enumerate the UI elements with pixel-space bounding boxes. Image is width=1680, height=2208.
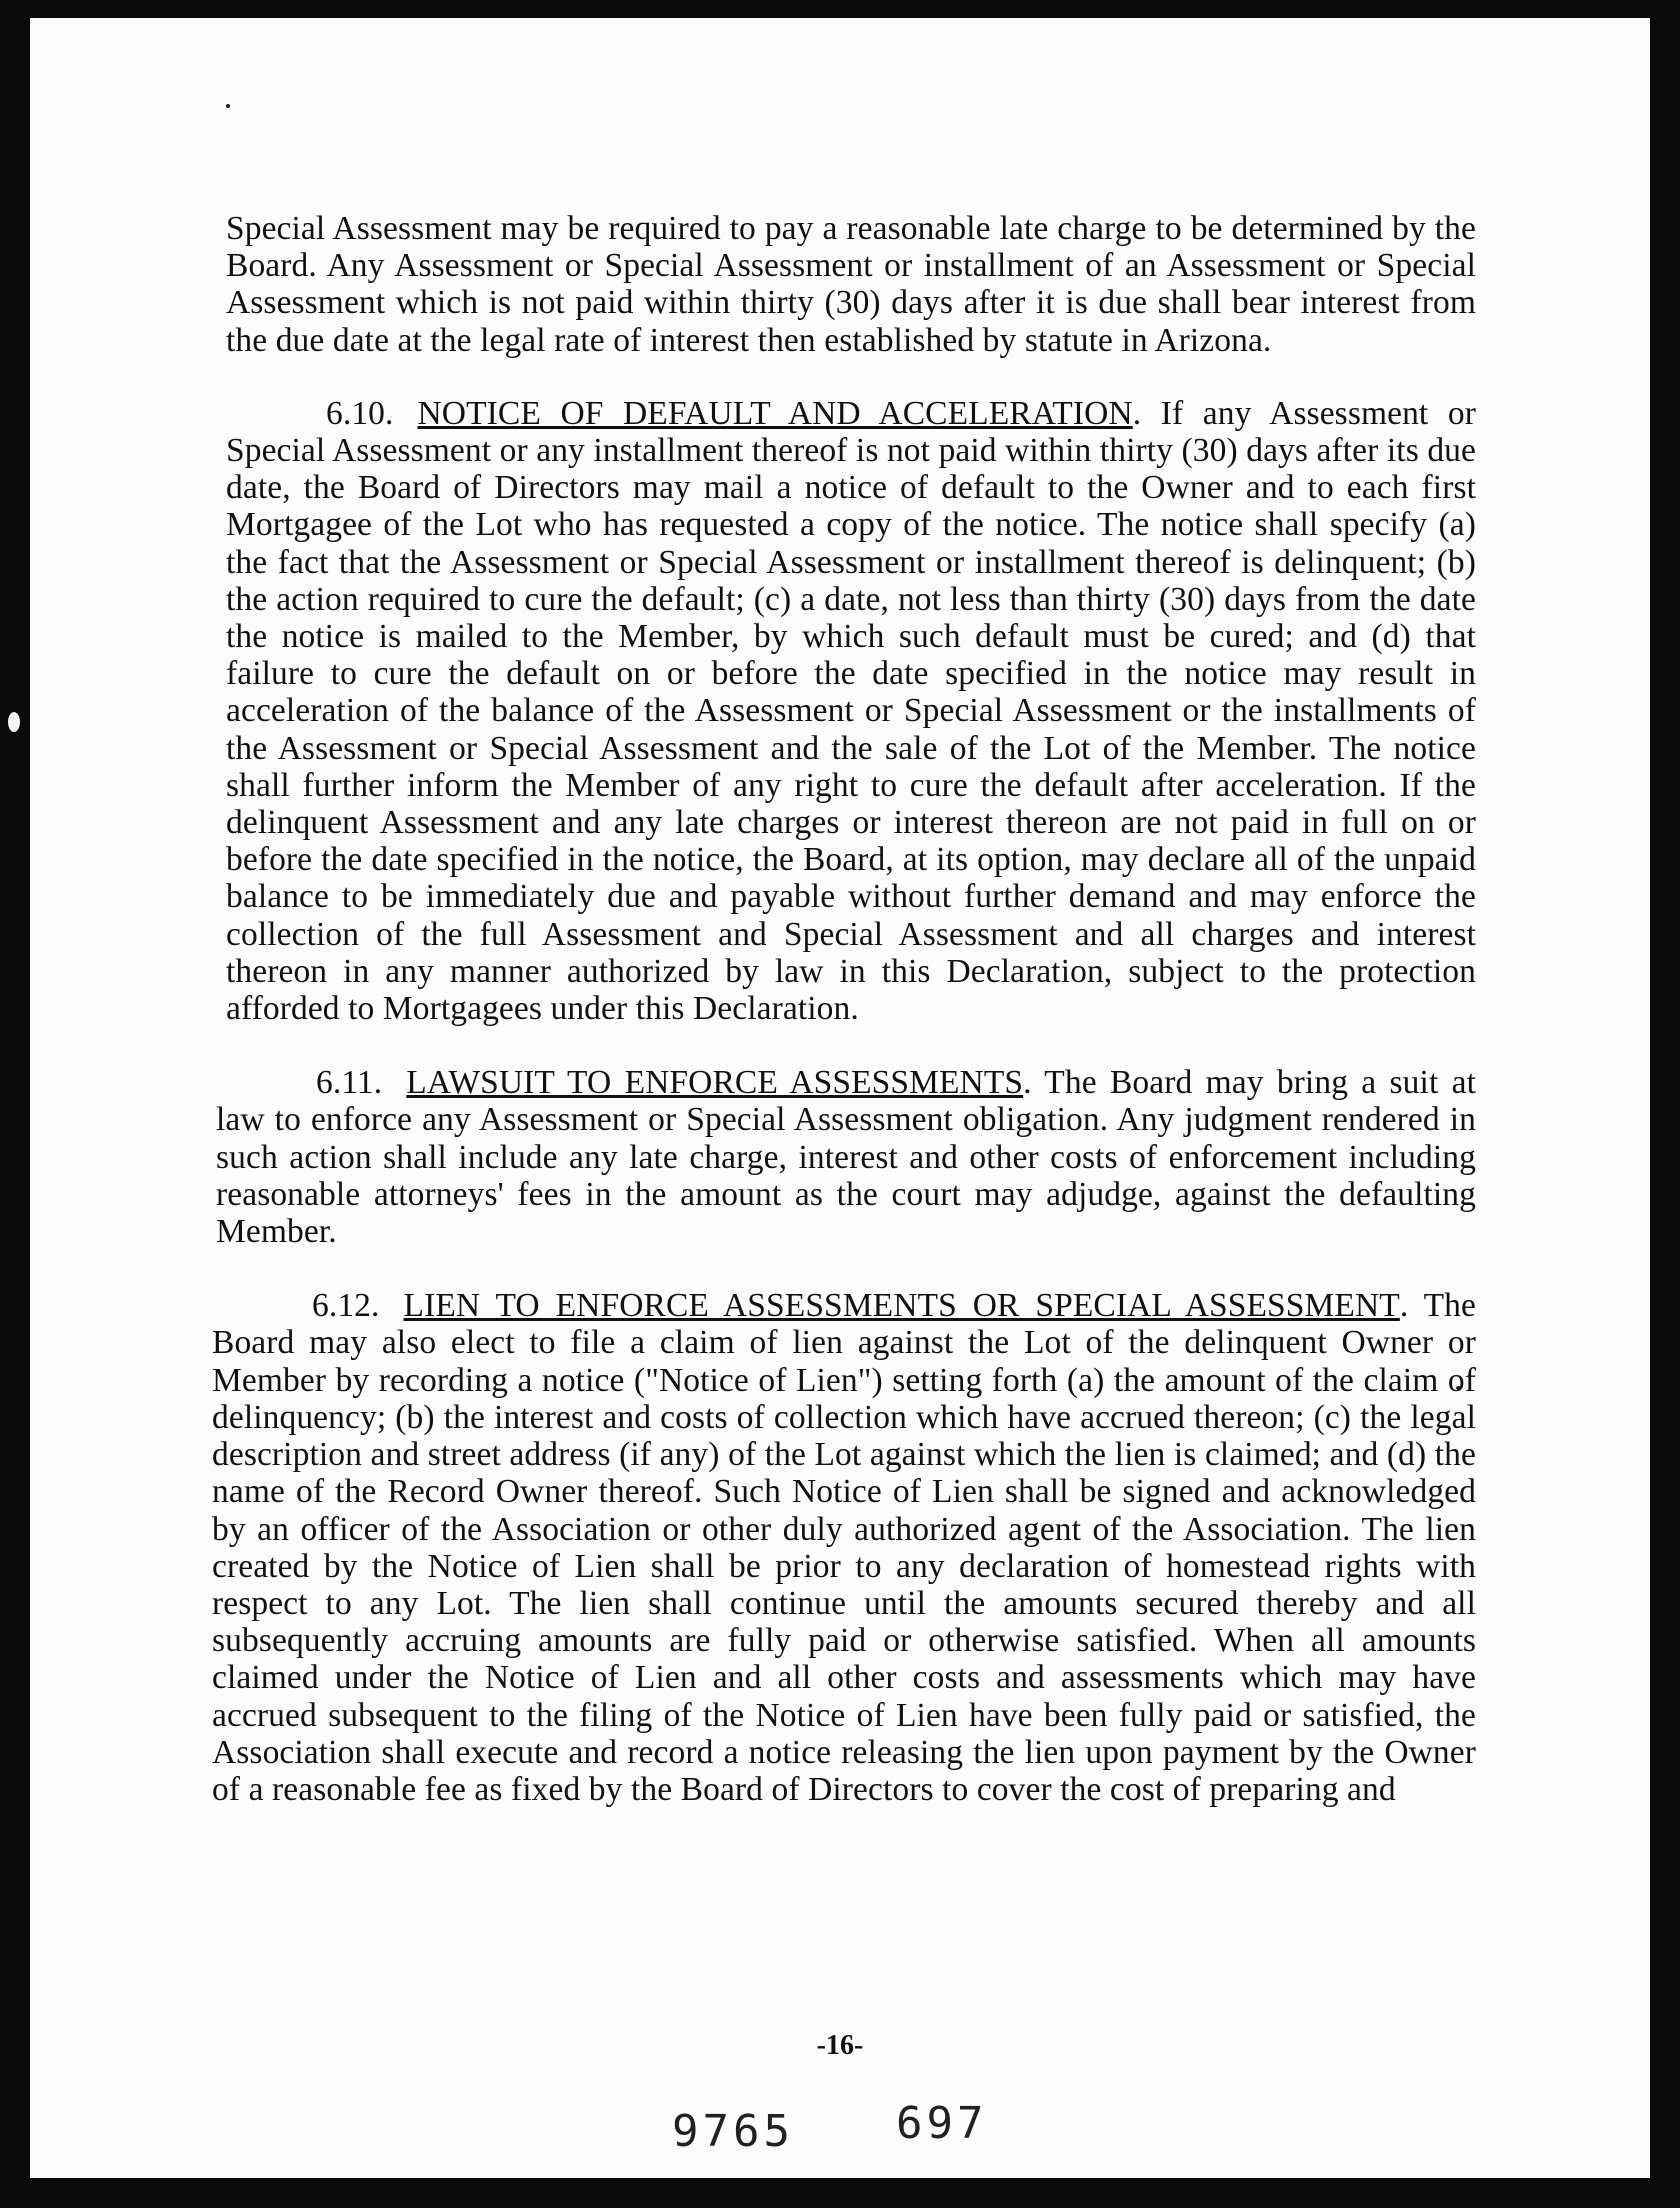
section-heading: LAWSUIT TO ENFORCE ASSESSMENTS <box>406 1064 1024 1102</box>
recording-stamp-page: 697 <box>896 2098 988 2149</box>
scan-speck <box>226 104 230 108</box>
section-number: 6.12. <box>312 1287 380 1325</box>
section-body: . The Board may bring a suit at law to enforce any Assessment or Special Assessment obligation. Any judgment rendered in such action shall include any late charge, interest and other costs of enforcement including reasonable attorneys' fees in the amount as the court may adjudge, against the defaulting Member. <box>216 1064 1476 1251</box>
section-number: 6.11. <box>316 1064 383 1102</box>
scan-speck <box>8 712 20 732</box>
section-heading: LIEN TO ENFORCE ASSESSMENTS OR SPECIAL ASSESSMENT <box>403 1287 1400 1325</box>
section-6-10 <box>226 395 1476 1027</box>
recording-stamp-book: 9765 <box>672 2106 794 2157</box>
document-body <box>212 210 1476 1808</box>
section-6-11 <box>216 1064 1476 1250</box>
section-body: . The Board may also elect to file a claim of lien against the Lot of the delinquent Owner or Member by recording a notice ("Notice of Lien") setting forth (a) the amount of the claim of delinquency; (b) the interest and costs of collection which have accrued thereon; (c) the legal description and street address (if any) of the Lot against which the lien is claimed; and (d) the name of the Record Owner thereof. Such Notice of Lien shall be signed and acknowledged by an officer of the Association or other duly authorized agent of the Association. The lien created by the Notice of Lien shall be prior to any declaration of homestead rights with respect to any Lot. The lien shall continue until the amounts secured thereby and all subsequently accruing amounts are fully paid or otherwise satisfied. When all amounts claimed under the Notice of Lien and all other costs and assessments which may have accrued subsequent to the filing of the Notice of Lien have been fully paid or satisfied, the Association shall execute and record a notice releasing the lien upon payment by the Owner of a reasonable fee as fixed by the Board of Directors to cover the cost of preparing and <box>212 1287 1476 1808</box>
section-heading: NOTICE OF DEFAULT AND ACCELERATION <box>417 394 1133 432</box>
intro-paragraph: Special Assessment may be required to pay a reasonable late charge to be determined by the Board. Any Assessment or Special Assessment or installment of an Assessment or Special Assessment which is not paid within thirty (30) days after it is due shall bear interest from the due date at the legal rate of interest then established by statute in Arizona. <box>226 210 1476 359</box>
section-body: . If any Assessment or Special Assessment or any installment thereof is not paid within thirty (30) days after its due date, the Board of Directors may mail a notice of default to the Owner and to each first Mortgagee of the Lot who has requested a copy of the notice. The notice shall specify (a) the fact that the Assessment or Special Assessment or installment thereof is delinquent; (b) the action required to cure the default; (c) a date, not less than thirty (30) days from the date the notice is mailed to the Member, by which such default must be cured; and (d) that failure to cure the default on or before the date specified in the notice may result in acceleration of the balance of the Assessment or Special Assessment or the installments of the Assessment or Special Assessment and the sale of the Lot of the Member. The notice shall further inform the Member of any right to cure the default after acceleration. If the delinquent Assessment and any late charges or interest thereon are not paid in full on or before the date specified in the notice, the Board, at its option, may declare all of the unpaid balance to be immediately due and payable without further demand and may enforce the collection of the full Assessment and Special Assessment and all charges and interest thereon in any manner authorized by law in this Declaration, subject to the protection afforded to Mortgagees under this Declaration. <box>226 394 1476 1028</box>
section-6-12 <box>212 1287 1476 1808</box>
page-number: -16- <box>816 2030 864 2061</box>
section-number: 6.10. <box>326 394 394 432</box>
